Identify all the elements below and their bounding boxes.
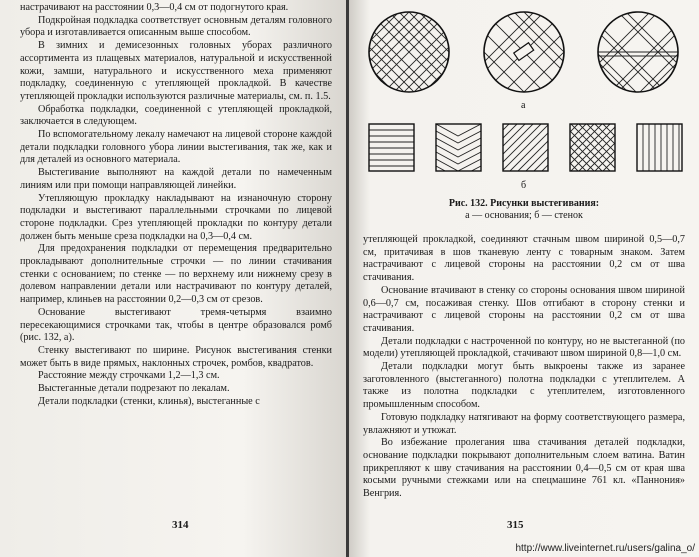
- base-pattern-double: [568, 0, 699, 112]
- paragraph: Обработка подкладки, соединенной с утепляющей прокладкой, заключается в следующем.: [20, 103, 332, 128]
- paragraph: Расстояние между строчками 1,2—1,3 см.: [38, 370, 220, 382]
- left-page: [0, 0, 346, 557]
- paragraph: В зимних и демисезонных головных уборах различного ассортимента из плащевых материалов, натуральной и искусственной кожи, замши, натурального и искусственного меха применяют подкладку, соединенную с утепляющей прокладкой. В качестве утепляющей прокладки используются различные материалы, см. п. 1.5.: [20, 40, 332, 102]
- base-pattern-diamond: [454, 0, 604, 132]
- paragraph: утепляющей прокладкой, соединяют стачным швом шириной 0,5—0,7 см, притачивая в шов тканевую ленту с товарным знаком. Затем настрачивают с лицевой стороны на расстоянии 0,2 см от шва стачивания.: [363, 234, 685, 284]
- right-page-text: [363, 234, 685, 501]
- figure-label-b: б: [521, 180, 527, 191]
- wall-pattern-horizontal: [369, 130, 414, 166]
- paragraph: Стенку выстегивают по ширине. Рисунок выстегивания стенки может быть в виде прямых, наклонных строчек, ромбов, квадратов.: [20, 344, 332, 369]
- figure-label-a: а: [521, 100, 526, 111]
- paragraph: Утепляющую прокладку накладывают на изнаночную сторону подкладки и выстегивают параллельными строчками по лицевой стороне подкладки. Срез утепляющей прокладки по контуру детали должен быть меньше среза подкладки на 0,3—0,4 см.: [20, 192, 332, 242]
- figure-caption: [349, 198, 699, 222]
- paragraph: Для предохранения подкладки от перемещения предварительно прокладывают дополнительные строчки — по линии стачивания стенки с основанием; по стенке — по верхнему или нижнему срезу в долевом направлении детали или настрачивают по контуру деталей, например, клиньев на расстоянии 0,2—0,3 см от срезов.: [20, 243, 332, 306]
- paragraph: Выстеганные детали подрезают по лекалам.: [38, 383, 230, 395]
- paragraph: настрачивают на расстоянии 0,3—0,4 см от подогнутого края.: [20, 2, 289, 13]
- figure-caption-text: а — основания; б — стенок: [465, 210, 583, 221]
- right-page: [349, 0, 699, 557]
- paragraph: Детали подкладки могут быть выкроены также из заранее заготовленного (выстеганного) полотна подкладки с утеплителем. А также из полотна подкладки с утеплителем, изготовленного промышленным способом.: [363, 361, 685, 411]
- wall-pattern-crosshatch: [570, 124, 616, 171]
- paragraph: Во избежание пролегания шва стачивания деталей подкладки, основание подкладки покрывают дополнительным слоем ватина. Ватин прикрепляют к шву стачивания на расстоянии 0,4—0,5 см от края шва косыми ручными стежками или на спецмашине 761 кл. «Паннония» Венгрия.: [363, 437, 685, 500]
- wall-pattern-diagonal: [503, 124, 549, 171]
- right-page-number: 315: [507, 519, 524, 531]
- paragraph: Подкройная подкладка соответствует основным деталям головного убора и изготавливается описанным выше способом.: [20, 14, 332, 39]
- paragraph: По вспомогательному лекалу намечают на лицевой стороне каждой детали подкладки головного убора линии выстегивания, так же, как и для деталей из основного материала.: [20, 129, 332, 166]
- wall-pattern-vertical: [643, 124, 679, 171]
- left-page-text: [20, 2, 332, 409]
- paragraph: Детали подкладки с настроченной по контуру, но не выстеганной (по модели) утепляющей прокладкой, стачивают швом шириной 0,8—1,0 см.: [363, 335, 685, 360]
- figure-caption-title: Рис. 132. Рисунки выстегивания:: [448, 198, 600, 209]
- wall-pattern-chevron: [436, 124, 481, 178]
- paragraph: Готовую подкладку натягивают на форму соответствующего размера, увлажняют и утюжат.: [363, 411, 685, 436]
- paragraph: Выстегивание выполняют на каждой детали по намеченным линиям или при помощи направляющей линейки.: [20, 167, 332, 191]
- paragraph: Основание втачивают в стенку со стороны основания швом шириной 0,6—0,7 см, посаживая стенку. Шов отгибают в сторону стенки и настрачивают с лицевой стороны на расстоянии 0,2 см от шва стачивания.: [363, 284, 685, 334]
- paragraph: Основание выстегивают тремя-четырмя взаимно пересекающимися строчками так, чтобы в центре образовался ромб (рис. 132, а).: [20, 306, 332, 344]
- source-url[interactable]: http://www.liveinternet.ru/users/galina_o/: [515, 543, 695, 554]
- paragraph: Детали подкладки (стенки, клинья), выстеганные с: [38, 395, 260, 407]
- left-page-number: 314: [172, 519, 189, 531]
